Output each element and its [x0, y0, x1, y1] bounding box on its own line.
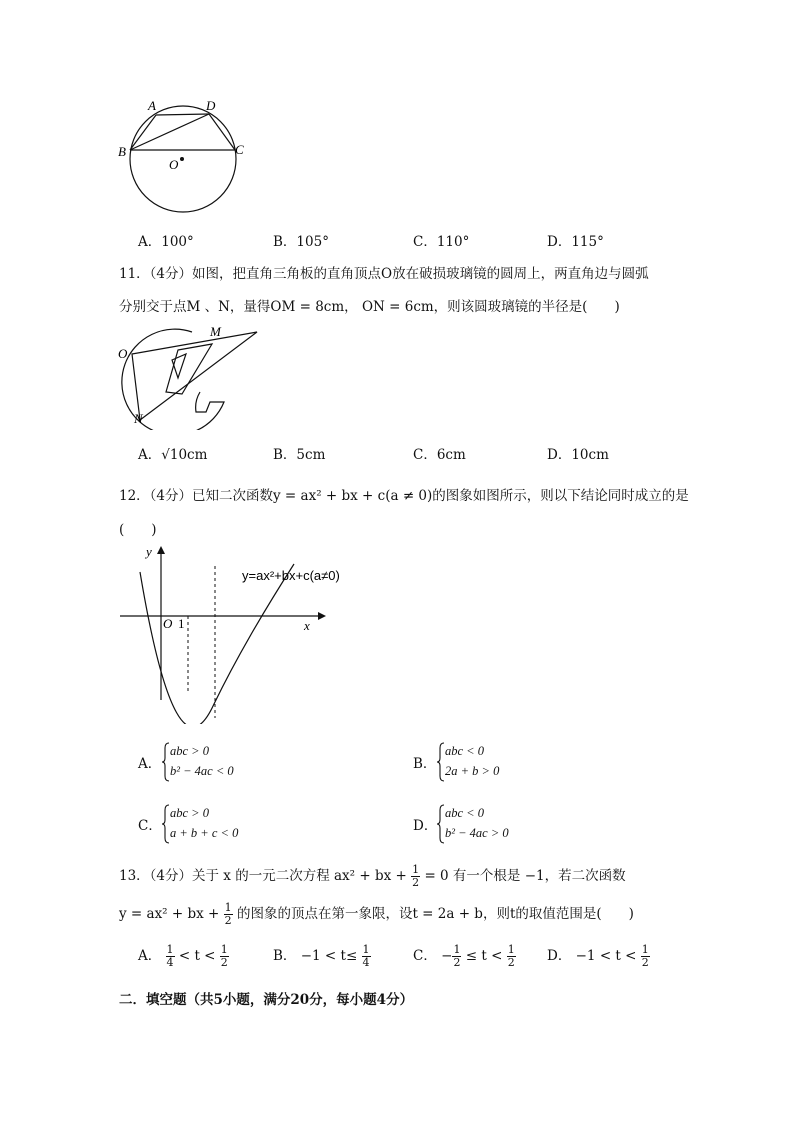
q12-option-b-line1: abc < 0	[445, 744, 484, 758]
q12-option-a-brace	[162, 742, 170, 782]
q11-set-square-notch	[172, 354, 186, 378]
q12-option-a-letter: A．	[138, 756, 162, 772]
q12-y-arrow	[157, 546, 165, 554]
q13-half-fraction-1: $\frac{1}{2}$	[412, 863, 420, 889]
q12-option-c-letter: C．	[138, 818, 162, 834]
q11-label-N: N	[134, 411, 143, 426]
q13-stem-line2	[119, 902, 634, 927]
q13-stem-line2-a: y = ax² + bx +	[119, 906, 220, 922]
q10-chord-AD	[156, 114, 209, 115]
q12-curve-label: y=ax²+bx+c(a≠0)	[242, 568, 340, 583]
q12-option-d-letter: D．	[413, 818, 438, 834]
q11-label-O: O	[118, 346, 128, 361]
q10-option-d: D．115°	[547, 234, 604, 250]
q12-option-b-brace	[437, 742, 445, 782]
q12-tick-1: 1	[178, 616, 185, 631]
q10-figure	[112, 96, 257, 218]
q10-option-b: B．105°	[273, 234, 329, 250]
q12-option-c-system	[170, 803, 238, 843]
q10-chord-DC	[209, 114, 235, 150]
q12-x-arrow	[318, 612, 326, 620]
q12-option-c-line1: abc > 0	[170, 806, 209, 820]
q12-option-c-brace	[162, 804, 170, 844]
q12-option-d-line2: b² − 4ac > 0	[445, 826, 509, 840]
q10-option-c: C．110°	[413, 234, 470, 250]
q13-option-d: D． −1 < t < $\frac{1}{2}$	[547, 943, 649, 969]
q12-stem-line2: ( )	[119, 522, 157, 538]
q12-option-d-brace	[437, 804, 445, 844]
q12-x-label: x	[304, 618, 310, 633]
q11-set-square-inner	[166, 344, 212, 394]
q10-label-O: O	[169, 157, 179, 172]
q13-stem-line2-b: 的图象的顶点在第一象限，设t = 2a + b，则t的取值范围是( )	[236, 906, 634, 922]
q11-stem-line2: 分别交于点M 、N，量得OM = 8cm， ON = 6cm，则该圆玻璃镜的半径是( )	[119, 299, 620, 315]
q11-option-c: C．6cm	[413, 447, 466, 463]
q11-option-a: A．√10cm	[138, 447, 208, 463]
q12-option-a-system	[170, 741, 234, 781]
q13-half-fraction-2: $\frac{1}{2}$	[224, 901, 232, 927]
section2-title: 二．填空题（共5小题，满分20分，每小题4分）	[119, 992, 414, 1008]
q13-option-b: B． −1 < t≤ $\frac{1}{4}$	[273, 943, 370, 969]
q10-label-C: C	[235, 142, 244, 157]
q13-stem-line1-b: = 0 有一个根是 −1，若二次函数	[424, 868, 626, 884]
q13-stem-line1-a: 13．（4分）关于 x 的一元二次方程 ax² + bx +	[119, 868, 407, 884]
q12-option-b-letter: B．	[413, 756, 437, 772]
q11-option-d: D．10cm	[547, 447, 609, 463]
q10-chord-BA	[130, 115, 156, 150]
q12-origin-label: O	[163, 616, 173, 631]
q11-label-M: M	[210, 324, 221, 339]
q13-option-c: C． − $\frac{1}{2}$ ≤ t < $\frac{1}{2}$	[413, 943, 515, 969]
q13-option-a: A． $\frac{1}{4}$ < t < $\frac{1}{2}$	[138, 943, 228, 969]
q12-option-a-line1: abc > 0	[170, 744, 209, 758]
q11-option-b: B．5cm	[273, 447, 326, 463]
q11-figure	[112, 320, 262, 430]
q12-parabola	[140, 564, 294, 724]
q10-center-dot	[180, 157, 184, 161]
q13-stem-line1	[119, 864, 626, 889]
q12-stem-line1: 12．（4分）已知二次函数y = ax² + bx + c(a ≠ 0)的图象如图所示，则以下结论同时成立的是	[119, 488, 689, 504]
q12-option-c-line2: a + b + c < 0	[170, 826, 239, 840]
q12-option-a-line2: b² − 4ac < 0	[170, 764, 234, 778]
q12-option-b-line2: 2a + b > 0	[445, 764, 500, 778]
q10-chord-BD	[130, 114, 209, 150]
q10-label-B: B	[118, 144, 126, 159]
q11-stem-line1: 11．（4分）如图，把直角三角板的直角顶点O放在破损玻璃镜的圆周上，两直角边与圆弧	[119, 266, 649, 282]
q12-y-label: y	[146, 544, 152, 559]
q12-option-d-line1: abc < 0	[445, 806, 484, 820]
q10-label-D: D	[206, 98, 216, 113]
q11-set-square-outer	[132, 332, 257, 420]
q12-option-d-system	[445, 803, 509, 843]
q12-option-b-system	[445, 741, 499, 781]
q12-graph	[118, 542, 358, 724]
q10-label-A: A	[148, 98, 156, 113]
q10-option-a: A．100°	[138, 234, 194, 250]
